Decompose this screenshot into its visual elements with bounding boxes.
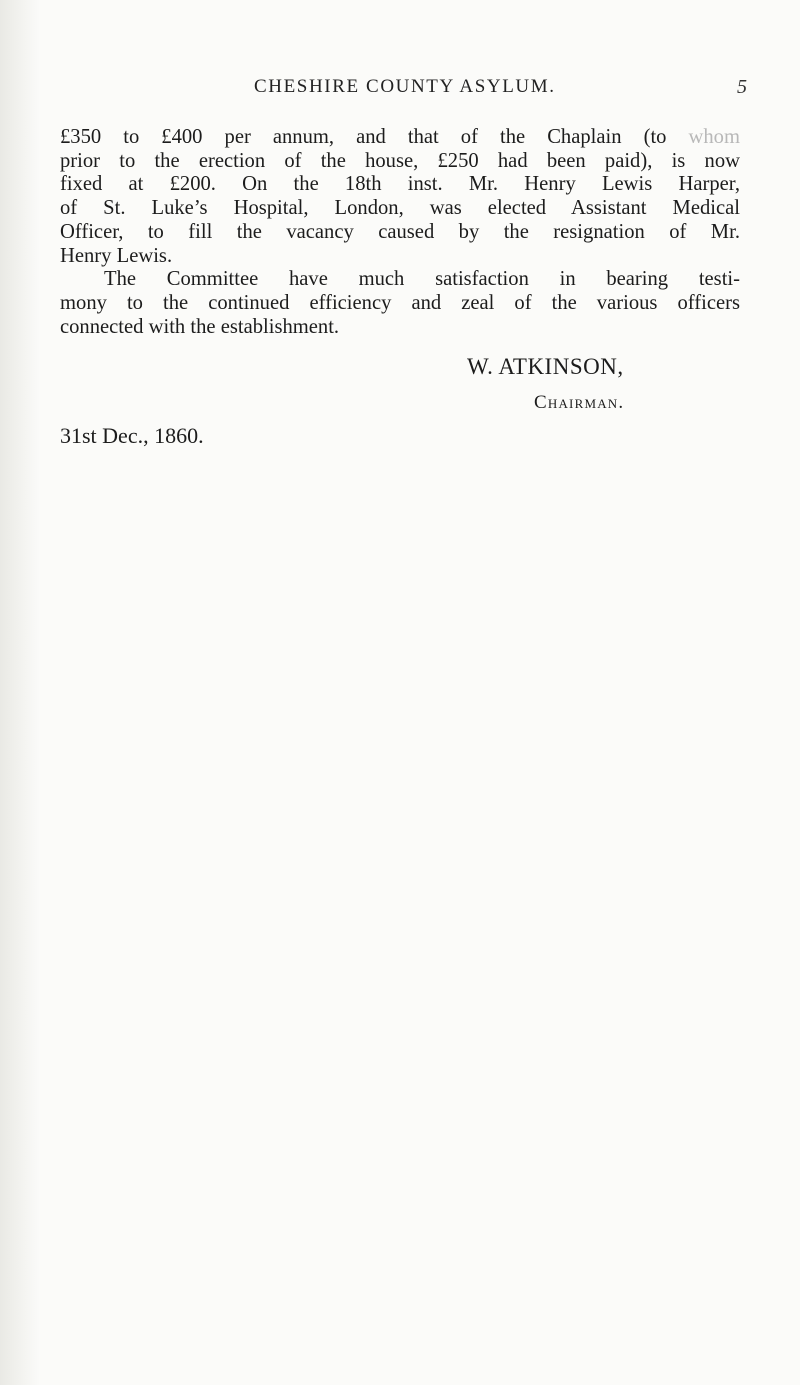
text-segment: £350 to £400 per annum, and that of the Chaplain (to	[60, 126, 667, 148]
text-line: of St. Luke’s Hospital, London, was elected Assistant Medical	[60, 197, 740, 220]
signer-title: Chairman.	[534, 392, 625, 413]
text-line: The Committee have much satisfaction in bearing testi-	[104, 268, 740, 291]
text-line	[60, 126, 740, 150]
signer-name: W. ATKINSON,	[467, 354, 624, 379]
text-line: fixed at £200. On the 18th inst. Mr. Henry Lewis Harper,	[60, 173, 740, 196]
text-segment: now	[704, 149, 740, 172]
text-line: Officer, to fill the vacancy caused by the resignation of Mr.	[60, 220, 740, 243]
faded-word: whom	[688, 126, 740, 148]
text-line: connected with the establishment.	[60, 315, 340, 338]
text-line: mony to the continued efficiency and zeal of the various officers	[60, 291, 740, 314]
body-paragraphs	[60, 126, 740, 339]
running-title: CHESHIRE COUNTY ASYLUM.	[254, 76, 556, 97]
text-line	[60, 150, 740, 174]
page-number: 5	[737, 76, 747, 98]
running-header	[0, 76, 800, 106]
text-segment: prior to the erection of the house, £250 had been paid), is	[60, 149, 686, 172]
text-line: Henry Lewis.	[60, 244, 173, 267]
date-line: 31st Dec., 1860.	[60, 423, 204, 448]
page-edge-shading	[0, 0, 40, 1385]
